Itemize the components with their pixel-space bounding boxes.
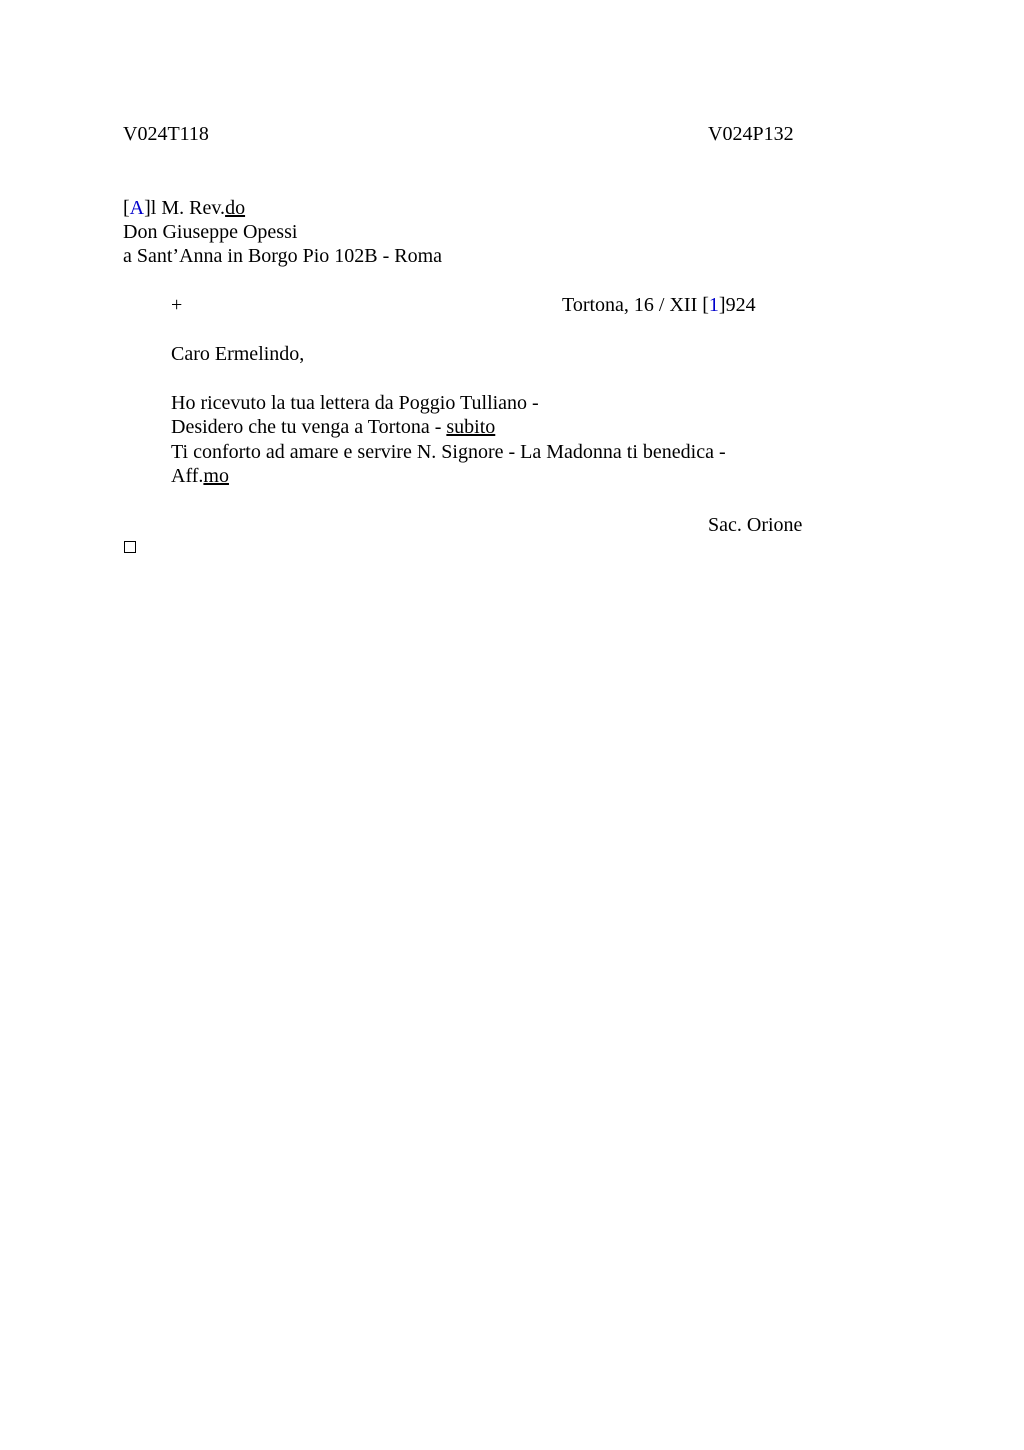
checkbox-square-icon — [124, 541, 136, 553]
abbreviation-underlined: mo — [203, 465, 229, 487]
body-line-3: Ti conforto ad amare e servire N. Signore - La Madonna ti benedica - — [171, 441, 726, 463]
body-line-1: Ho ricevuto la tua lettera da Poggio Tulliano - — [171, 392, 539, 414]
dateline: Tortona, 16 / XII [1]924 — [562, 294, 756, 316]
address-line-3: a Sant’Anna in Borgo Pio 102B - Roma — [123, 245, 443, 267]
editorial-insertion: 1 — [708, 294, 719, 316]
editorial-insertion: A — [129, 197, 145, 219]
closing: Aff.mo — [171, 465, 229, 487]
underlined-word: subito — [446, 416, 496, 438]
document-code-right: V024P132 — [708, 123, 794, 145]
cross-symbol: + — [171, 294, 183, 316]
body-line-2: Desidero che tu venga a Tortona - subito — [171, 416, 496, 438]
address-line-1: [A]l M. Rev.do — [123, 197, 246, 219]
signature: Sac. Orione — [708, 514, 803, 536]
salutation: Caro Ermelindo, — [171, 343, 305, 365]
abbreviation-underlined: do — [225, 197, 246, 219]
address-line-2: Don Giuseppe Opessi — [123, 221, 298, 243]
document-code-left: V024T118 — [123, 123, 209, 145]
